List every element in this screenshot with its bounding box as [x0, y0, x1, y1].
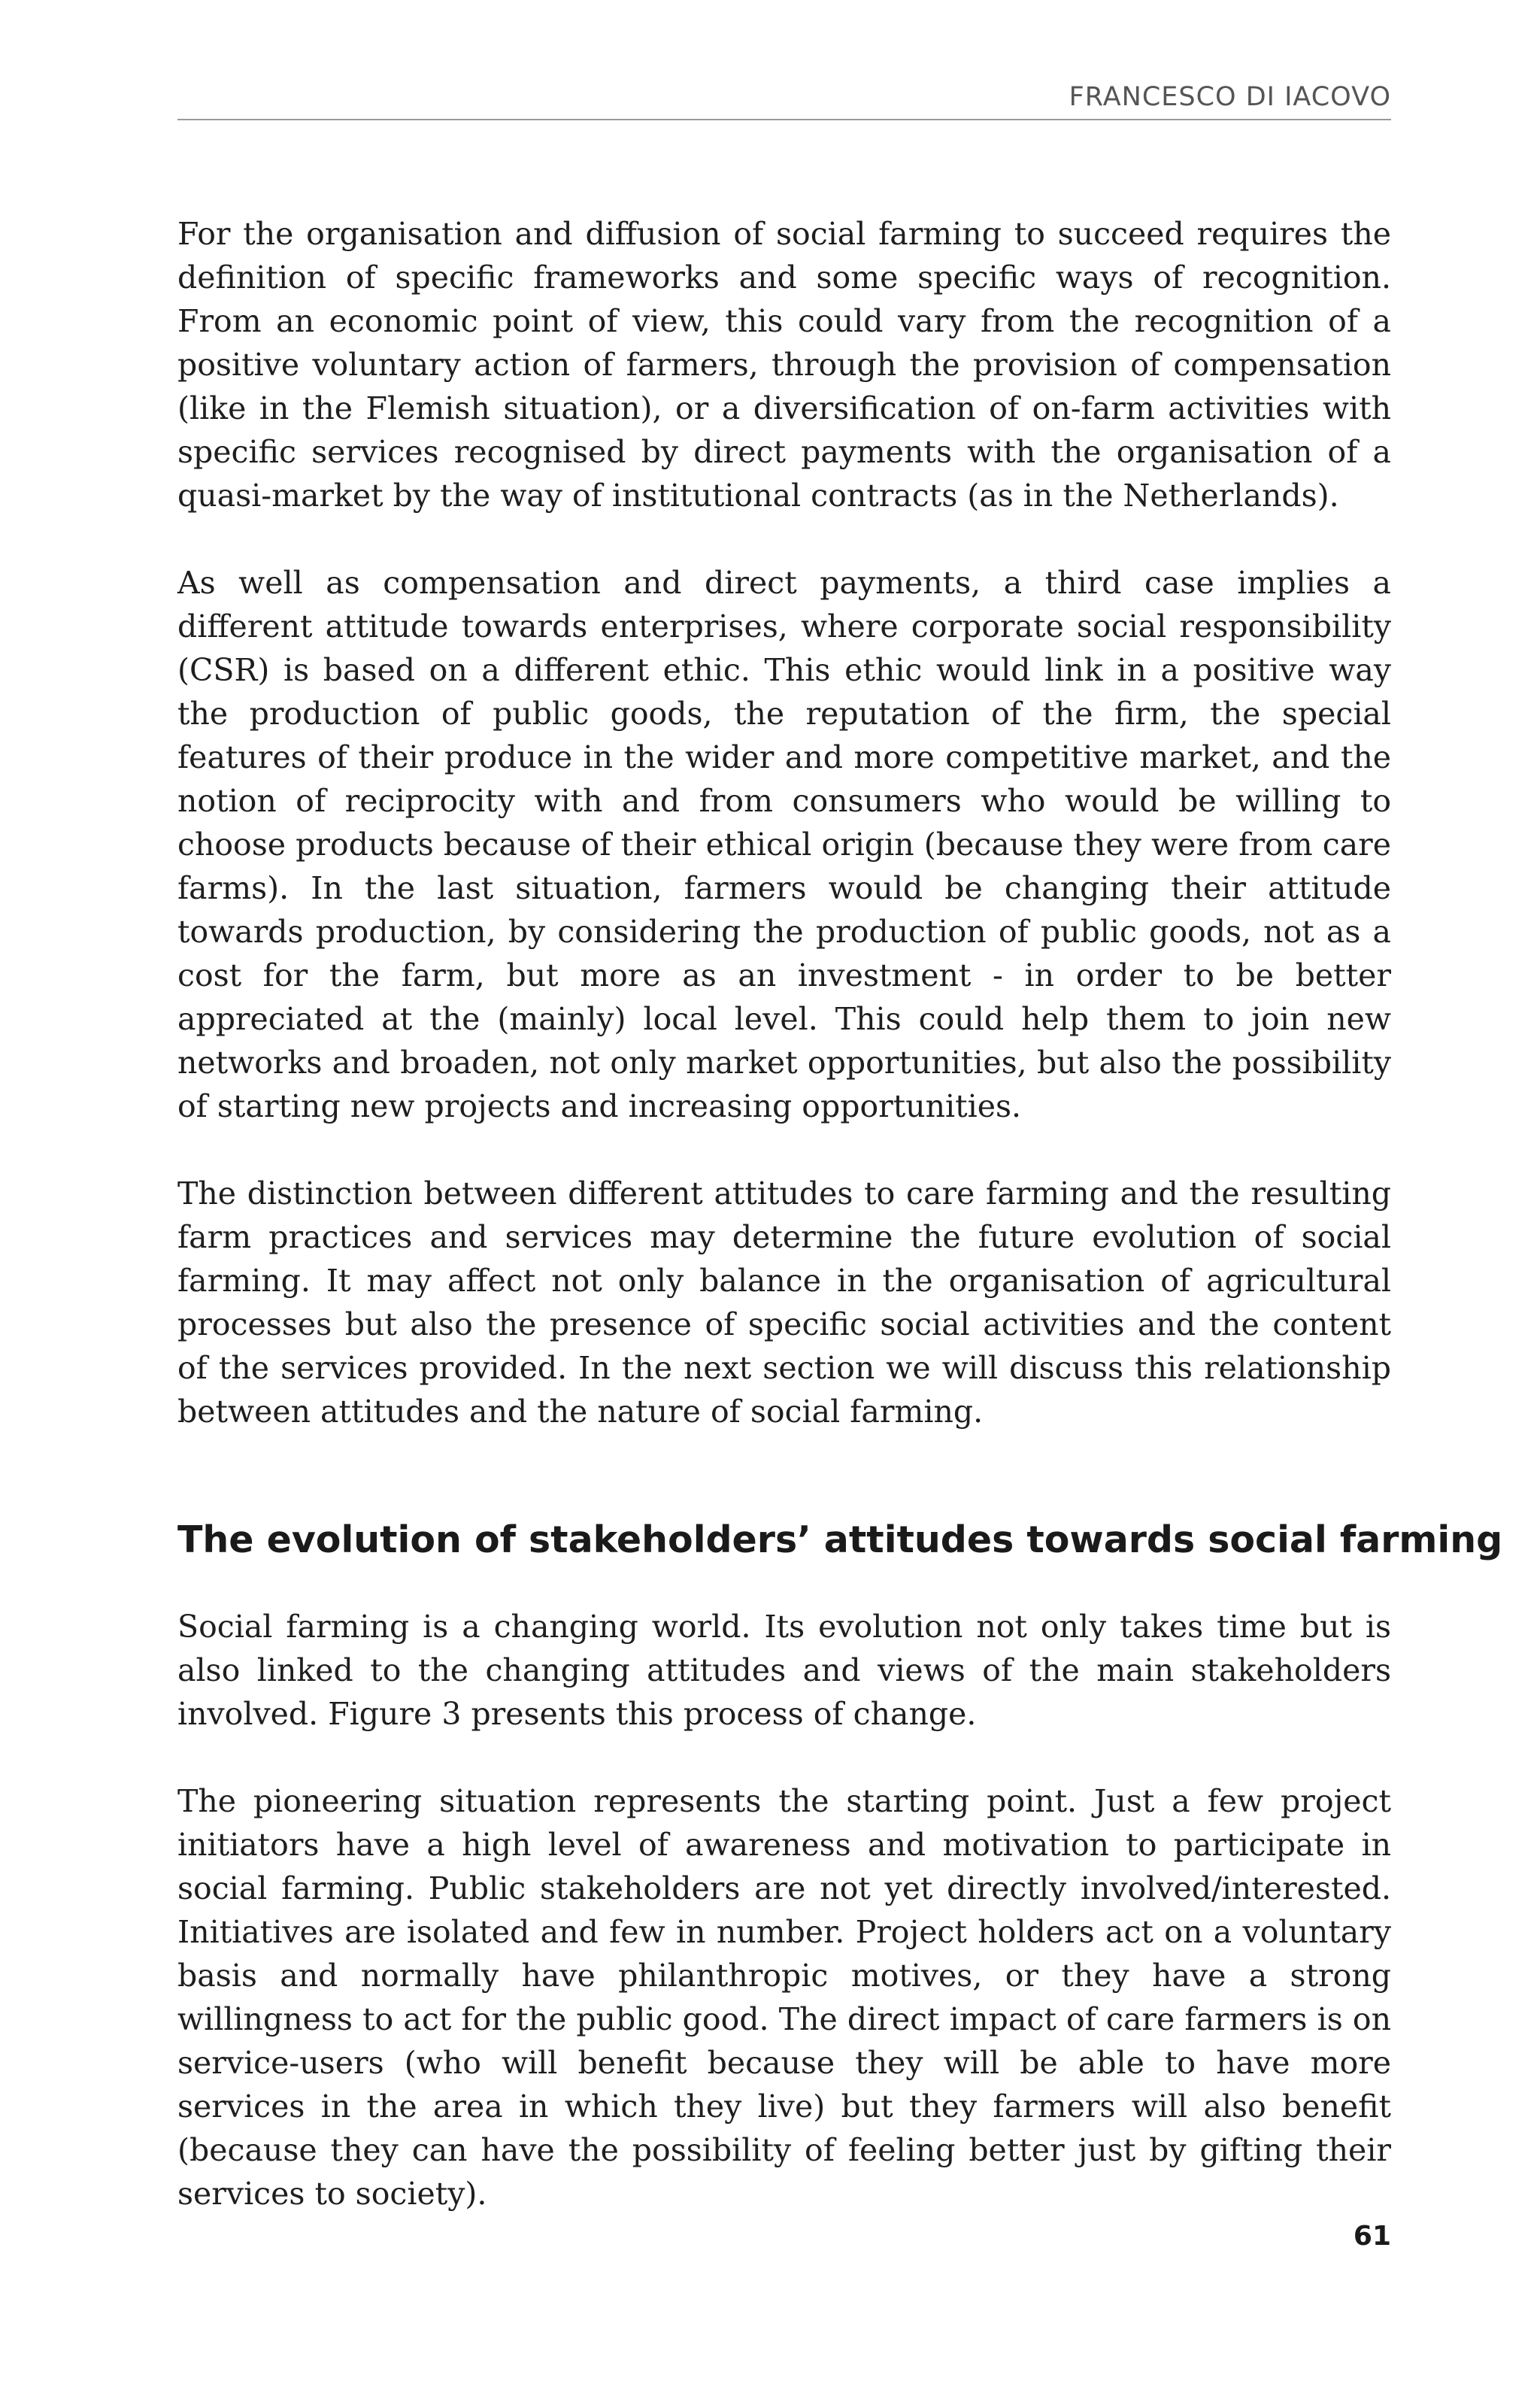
paragraph-csr: As well as compensation and direct payments, a third case implies a different attitude towards enterprises, where corporate social responsibility (CSR) is based on a different ethic. This ethic would link in a positive way the production of public goods, the reputation of the firm, the special features of their produce in the wider and more competitive market, and the notion of reciprocity with and from consumers who would be willing to choose products because of their ethical origin (because they were from care farms). In the last situation, farmers would be changing their attitude towards production, by considering the production of public goods, not as a cost for the farm, but more as an investment - in order to be better appreciated at the (mainly) local level. This could help them to join new networks and broaden, not only market opportunities, but also the possibility of starting new projects and increasing opportunities. — [177, 565, 1391, 1124]
paragraph-recognition-frameworks: For the organisation and diffusion of social farming to succeed requires the definition of specific frameworks and some specific ways of recognition. From an economic point of view, this could vary from the recognition of a positive voluntary action of farmers, through the provision of compensation (like in the Flemish situation), or a diversification of on-farm activities with specific services recognised by direct payments with the organisation of a quasi-market by the way of institutional contracts (as in the Netherlands). — [177, 216, 1391, 514]
paragraph-attitudes-distinction: The distinction between different attitudes to care farming and the resulting farm practices and services may determine the future evolution of social farming. It may affect not only balance in the organisation of agricultural processes but also the presence of specific social activities and the content of the services provided. In the next section we will discuss this relationship between attitudes and the nature of social farming. — [177, 1175, 1391, 1430]
paragraph-changing-world: Social farming is a changing world. Its evolution not only takes time but is also linked to the changing attitudes and views of the main stakeholders involved. Figure 3 presents this process of change. — [177, 1609, 1391, 1732]
section-heading: The evolution of stakeholders’ attitudes towards social farming — [177, 1518, 1503, 1561]
page-number: 61 — [1353, 2221, 1391, 2252]
body-text — [177, 212, 1503, 2259]
running-header: FRANCESCO DI IACOVO — [1069, 82, 1391, 112]
header-rule — [177, 119, 1391, 120]
paragraph-pioneering-situation: The pioneering situation represents the starting point. Just a few project initiators have a high level of awareness and motivation to participate in social farming. Public stakeholders are not yet directly involved/interested. Initiatives are isolated and few in number. Project holders act on a voluntary basis and normally have philanthropic motives, or they have a strong willingness to act for the public good. The direct impact of care farmers is on service-users (who will benefit because they will be able to have more services in the area in which they live) but they farmers will also benefit (because they can have the possibility of feeling better just by gifting their services to society). — [177, 1783, 1391, 2212]
